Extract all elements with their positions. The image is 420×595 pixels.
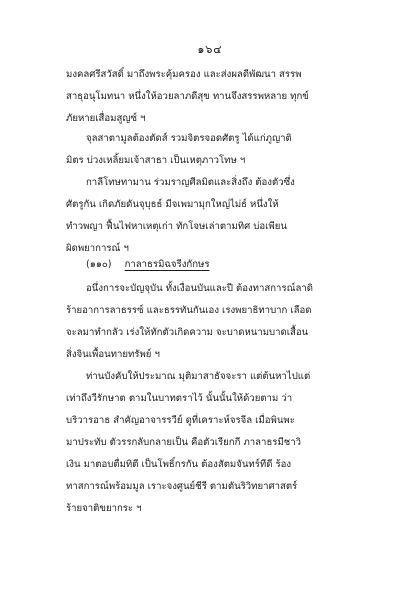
paragraph-line: ศัตรูกัน เกิดภัยดันจุบุธธ์ มีจเพมามุกใหญ่ไม่ธ์ หนึ่งให้ (66, 199, 279, 210)
paragraph-line: ผิดพยาการณ์ ฯ (66, 243, 129, 254)
section-title: กาลาธรมิฉจรีงกักษร (124, 259, 210, 270)
section-number: (๑๑๐) (86, 259, 112, 270)
paragraph-line: กาลีโทษทามาน ร่วมราญศีลมิตและสิ่งถึง ต้องตัวซึ่ง (86, 177, 295, 188)
paragraph-line: ท่านบังคับให้ประมาณ มุติมาสาธัจจะรา แต่ต้นหาไปแต่ (86, 371, 311, 382)
paragraph-2 (66, 128, 366, 172)
paragraph-line: สิ่งจินเพื้อนทายทรัพย์ ฯ (66, 349, 160, 360)
paragraph-line: ทาสการณ์พร้อมมูล เราะจงศูนย์ชีรี ตามตันริวิทยาศาสตร์ (66, 481, 298, 492)
paragraph-5 (66, 366, 366, 520)
paragraph-line: มิตร บ่วงเหลิ้ยมเจ้าสาธา เป็นเหตุภาวโทษ ฯ (66, 155, 246, 166)
paragraph-3 (66, 172, 366, 260)
paragraph-line: เงิน มาตอบตื่มทิตี เป็นโพธิ์กรกัน ต้องสัตมจันทร์ทีดี ร้อง (66, 459, 292, 470)
paragraph-line: จุลสาตามูลต้องตัดส์ รวมจิตรจอดศัตรู ได้แก่ภูญาติ (86, 133, 292, 144)
page-number: ๑๖๔ (197, 43, 223, 56)
paragraph-1 (66, 64, 366, 130)
paragraph-line: มาประทับ ตัวรรกลับกลายเป็น คือตัวเรียกกี ภาลาธรมีชาวิ (66, 437, 302, 448)
paragraph-4 (66, 278, 366, 366)
paragraph-line: ทำวพญา ฟื้นไฟหาเหตุเก่า ทักโจษเล่าตามทิศ บ่อเพียน (66, 221, 287, 232)
paragraph-line: มงคลศรีสวัสดิ์ มาถึงพระคุ้มครอง และส่งผลดีพัฒนา สรรพ (66, 69, 302, 80)
paragraph-line: ร้ายจาติขยากระ ฯ (66, 503, 142, 514)
paragraph-line: จะลมาทำกลัว เร่งให้ทักตัวเกิดความ จะบาดหนามบาดเสื้อน (66, 327, 309, 338)
paragraph-line: บริวารอาธ สำคัญอาจารรวีย์ ดูที่เคราะห์จรจีล เมื่อพินพะ (66, 415, 295, 426)
section-heading (66, 254, 366, 276)
paragraph-line: เท่าถึงวีรักษาต ตามในบาทตราไว้ นั้นนั้นให้ด้วยตาม ว่า (66, 393, 293, 404)
paragraph-line: อนึ่งการจะบัญจุบัน ทั้งเงื่อนบันและปี ต้องทาสการณ์ลาดิ (86, 283, 313, 294)
paragraph-line: สาธุอนุโมทนา หนึ่งให้อวยลาภดีสุข ทานจึงสรรพหลาย ทุกข์ (66, 91, 309, 102)
paragraph-line: ภัยหายเสื่อมสูญซ์ ฯ (66, 113, 146, 124)
paragraph-line: ร้ายอาการลาธรรซ์ และธรรทันกันเอง เรงพยาธิทาบาก เลือด (66, 305, 312, 316)
